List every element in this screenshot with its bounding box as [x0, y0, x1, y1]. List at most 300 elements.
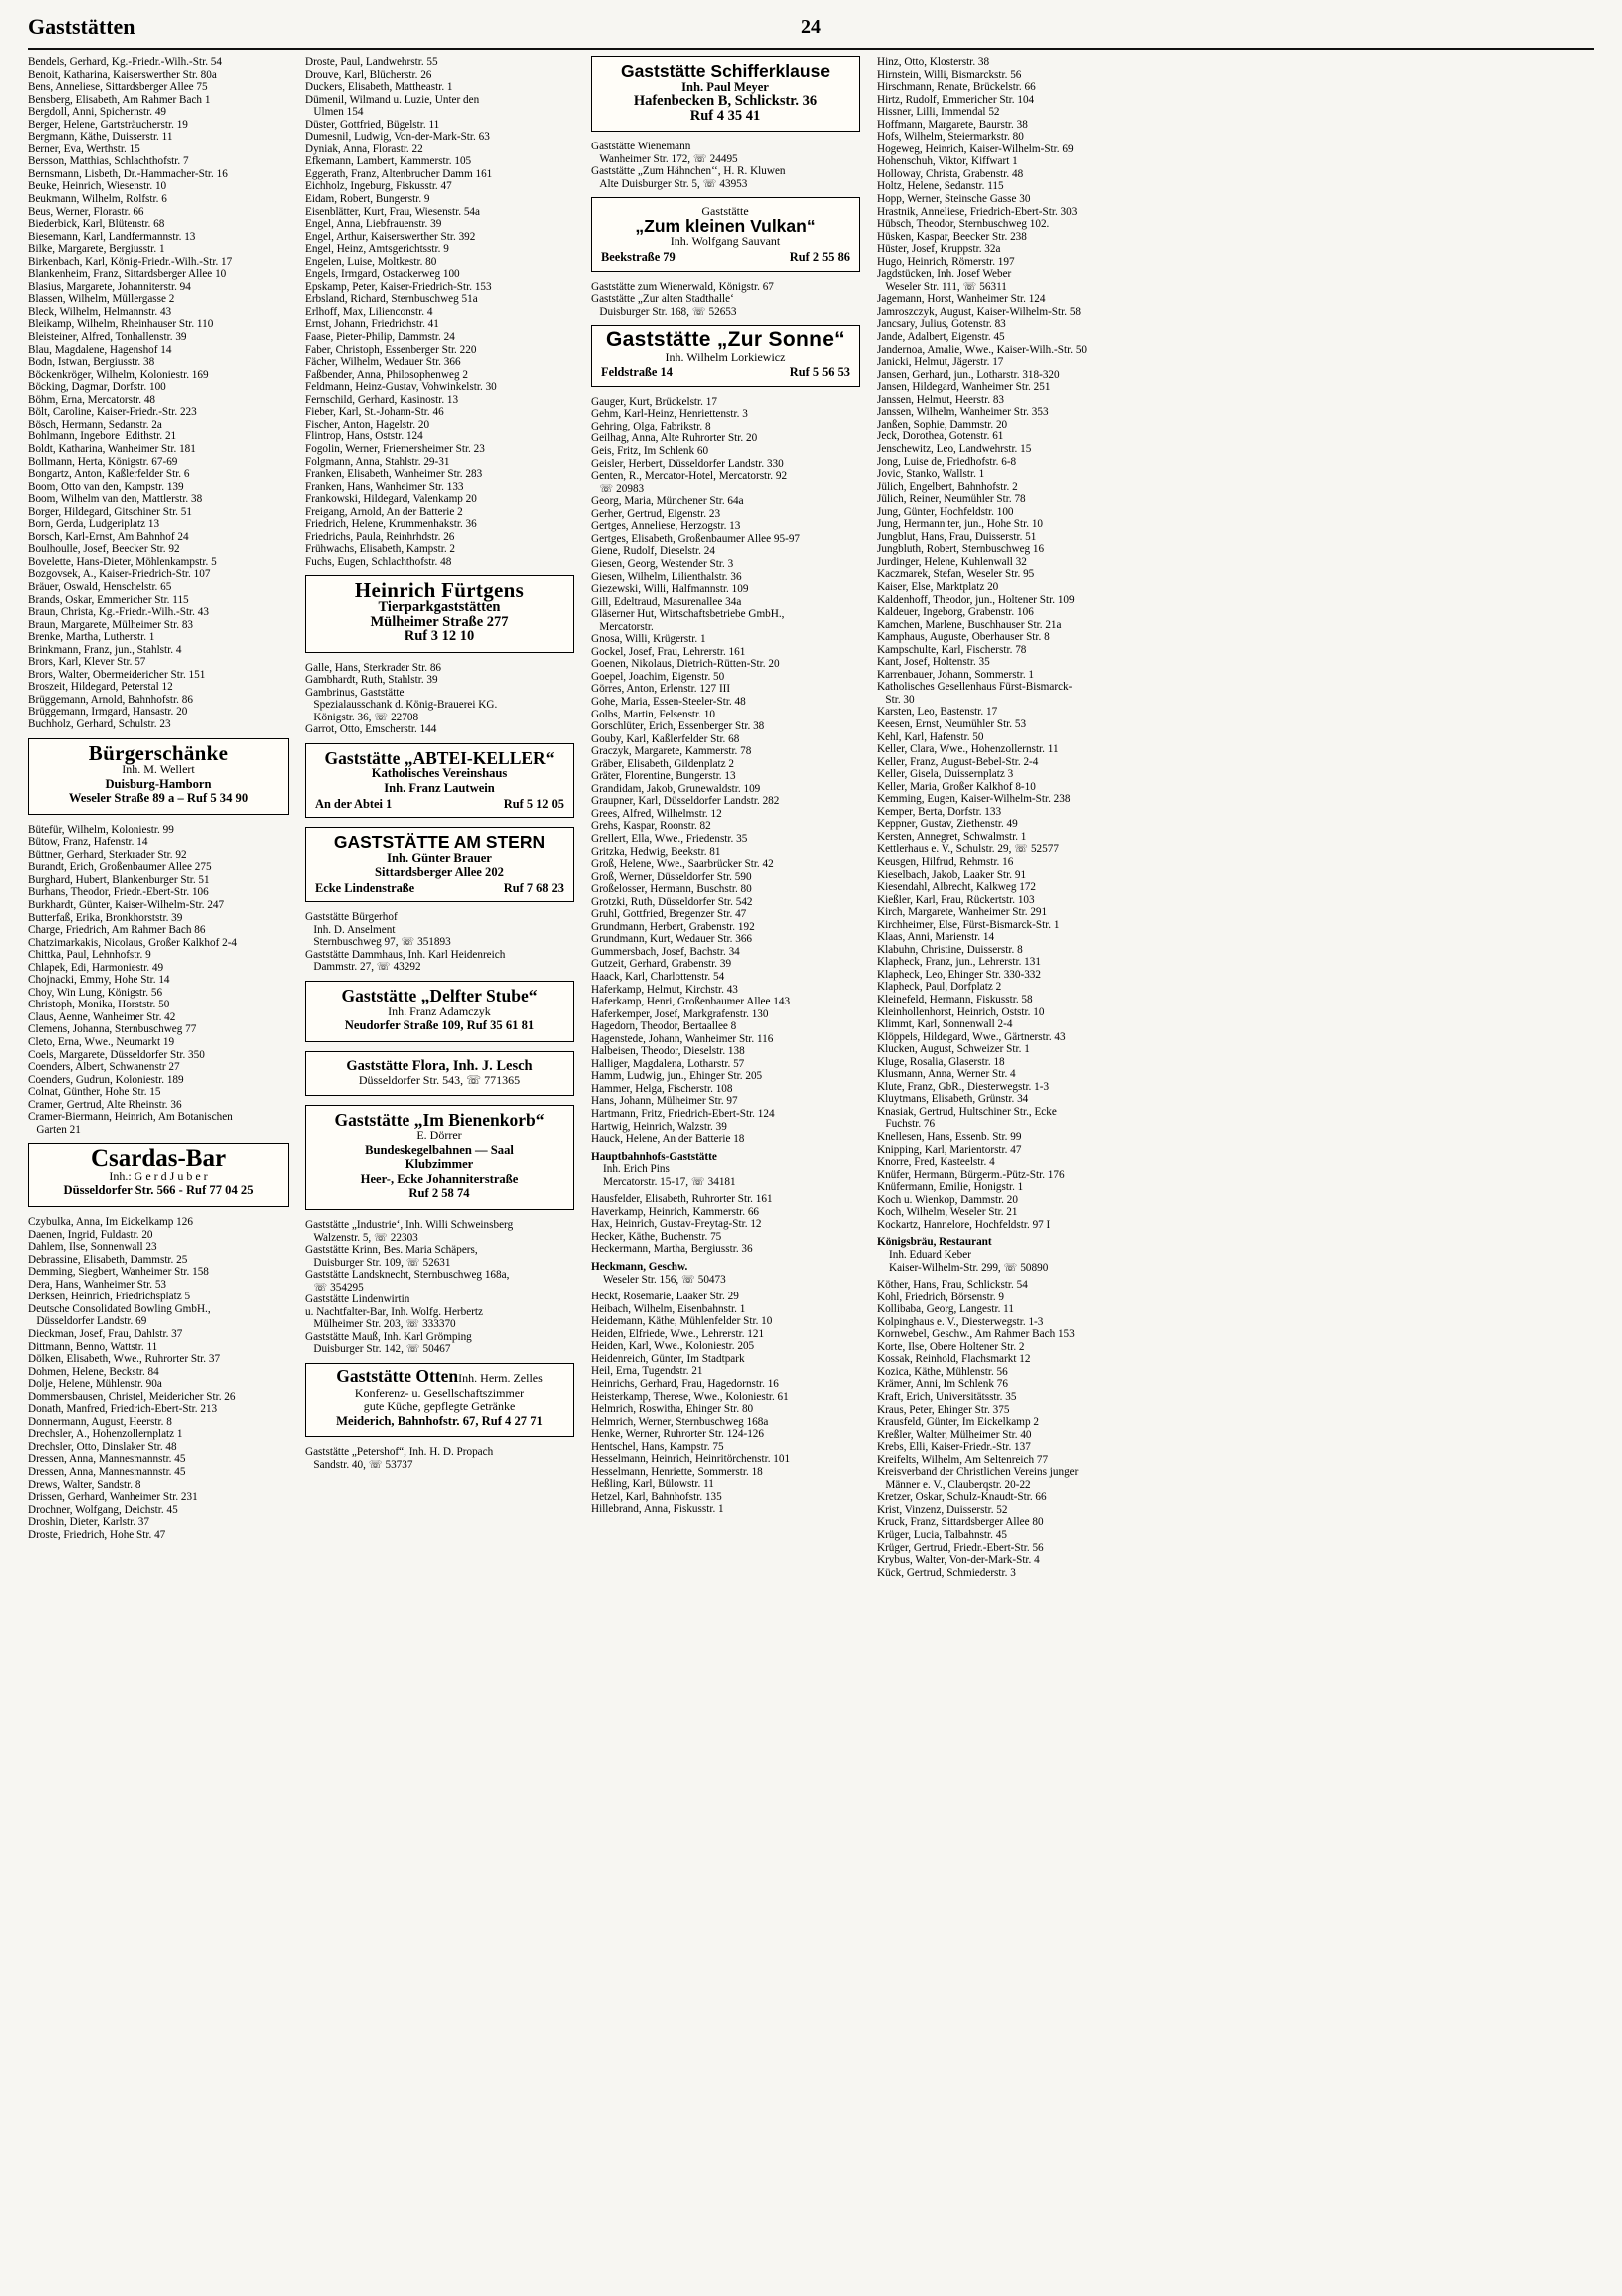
directory-entry: Kockartz, Hannelore, Hochfeldstr. 97 I: [877, 1218, 1051, 1231]
directory-entry: Fieber, Karl, St.-Johann-Str. 46: [305, 406, 444, 419]
directory-entry: Butterfaß, Erika, Bronkhorststr. 39: [28, 911, 183, 924]
directory-entry: Fernschild, Gerhard, Kasinostr. 13: [305, 393, 459, 406]
directory-entry: Str. 30: [877, 693, 915, 706]
directory-entry: Grotzki, Ruth, Düsseldorfer Str. 542: [591, 895, 753, 908]
directory-entry: Bozgovsek, A., Kaiser-Friedrich-Str. 107: [28, 568, 211, 581]
directory-entry: Gaststätte „Zum Hähnchen‘‘, H. R. Kluwen: [591, 165, 786, 178]
directory-entry: Braun, Margarete, Mülheimer Str. 83: [28, 618, 194, 631]
directory-entry: Königstr. 36, ☏ 22708: [305, 711, 419, 723]
entry-list-1: [877, 56, 1139, 1231]
directory-entry: Broszeit, Hildegard, Peterstal 12: [28, 681, 173, 694]
directory-entry: Hagenstede, Johann, Wanheimer Str. 116: [591, 1032, 774, 1045]
directory-entry: Bergmann, Käthe, Duisserstr. 11: [28, 131, 173, 144]
directory-entry: Hillebrand, Anna, Fiskusstr. 1: [591, 1503, 724, 1516]
directory-entry: Kluytmans, Elisabeth, Grünstr. 34: [877, 1093, 1029, 1106]
directory-entry: Dressen, Anna, Mannesmannstr. 45: [28, 1453, 186, 1466]
directory-entry: Grees, Alfred, Wilhelmstr. 12: [591, 807, 722, 820]
directory-entry: Knipping, Karl, Marientorstr. 47: [877, 1143, 1022, 1156]
directory-entry: Eidam, Robert, Bungerstr. 9: [305, 193, 430, 206]
ad-owner: Inh. Franz Lautwein: [384, 780, 495, 795]
directory-entry: Haferkamp, Henri, Großenbaumer Allee 143: [591, 996, 791, 1008]
directory-entry: Boldt, Katharina, Wanheimer Str. 181: [28, 442, 196, 455]
directory-entry: Dümenil, Wilmand u. Luzie, Unter den: [305, 93, 480, 106]
directory-entry: Hopp, Werner, Steinsche Gasse 30: [877, 193, 1031, 206]
directory-entry: Halbeisen, Theodor, Dieselstr. 138: [591, 1045, 745, 1058]
directory-entry: Jungblut, Hans, Frau, Duisserstr. 51: [877, 530, 1037, 543]
directory-entry: Giesen, Wilhelm, Lilienthalstr. 36: [591, 570, 742, 583]
directory-entry: Bernsmann, Lisbeth, Dr.-Hammacher-Str. 16: [28, 167, 228, 180]
directory-entry: Jagdstücken, Inh. Josef Weber: [877, 268, 1012, 281]
directory-entry: Geisler, Herbert, Düsseldorfer Landstr. 330: [591, 457, 784, 470]
directory-entry: Brors, Karl, Klever Str. 57: [28, 656, 146, 669]
ad-owner: Inh. Wilhelm Lorkiewicz: [665, 349, 786, 364]
directory-entry: Gaststätte „Industrie‘, Inh. Willi Schweinsberg: [305, 1219, 514, 1232]
directory-entry: Kehl, Karl, Hafenstr. 50: [877, 730, 984, 743]
directory-entry: Hetzel, Karl, Bahnhofstr. 135: [591, 1490, 722, 1503]
directory-entry: Graupner, Karl, Düsseldorfer Landstr. 282: [591, 795, 780, 808]
directory-entry: Hartmann, Fritz, Friedrich-Ebert-Str. 124: [591, 1108, 775, 1121]
ad-address: Düsseldorfer Str. 543, ☏ 771365: [358, 1073, 521, 1088]
directory-entry: Dieckman, Josef, Frau, Dahlstr. 37: [28, 1327, 183, 1340]
entry-list-5: [305, 1446, 574, 1471]
directory-entry: Flintrop, Hans, Oststr. 124: [305, 430, 423, 443]
directory-entry: Brors, Walter, Obermeidericher Str. 151: [28, 668, 206, 681]
ad-phone: Ruf 5 12 05: [503, 796, 564, 811]
ad-heinrich-fuertgens: [305, 575, 574, 652]
directory-entry: Heidemann, Käthe, Mühlenfelder Str. 10: [591, 1315, 773, 1328]
directory-entry: Bohlmann, Ingebore Edithstr. 21: [28, 430, 177, 443]
directory-entry: Bütefür, Wilhelm, Koloniestr. 99: [28, 823, 174, 836]
column-2: [305, 56, 574, 2278]
directory-entry: Heiden, Elfriede, Wwe., Lehrerstr. 121: [591, 1327, 765, 1340]
directory-entry: Gaststätte Mauß, Inh. Karl Grömping: [305, 1330, 472, 1343]
directory-entry: Fogolin, Werner, Friemersheimer Str. 23: [305, 442, 485, 455]
listing-address: Weseler Str. 156, ☏ 50473: [603, 1273, 726, 1286]
directory-entry: Heckermann, Martha, Bergiusstr. 36: [591, 1243, 753, 1256]
directory-entry: Korte, Ilse, Obere Holtener Str. 2: [877, 1340, 1025, 1353]
directory-entry: Dölken, Elisabeth, Wwe., Ruhrorter Str. 37: [28, 1353, 221, 1366]
directory-entry: Brands, Oskar, Emmericher Str. 115: [28, 593, 189, 606]
ad-line1: Katholisches Vereinshaus: [371, 766, 508, 781]
directory-entry: Mülheimer Str. 203, ☏ 333370: [305, 1318, 456, 1331]
directory-entry: Blau, Magdalene, Hagenshof 14: [28, 343, 172, 356]
directory-entry: Kaiser, Else, Marktplatz 20: [877, 580, 999, 593]
directory-entry: Coels, Margarete, Düsseldorfer Str. 350: [28, 1048, 205, 1061]
directory-entry: Burghard, Hubert, Blankenburger Str. 51: [28, 873, 210, 886]
directory-entry: Bovelette, Hans-Dieter, Möhlenkampstr. 5: [28, 555, 217, 568]
directory-entry: Helmrich, Werner, Sternbuschweg 168a: [591, 1415, 769, 1428]
ad-title: Gaststätte „Delfter Stube“: [341, 986, 538, 1005]
directory-entry: Buchholz, Gerhard, Schulstr. 23: [28, 718, 171, 730]
ad-delfter-stube: [305, 981, 574, 1042]
directory-entry: Klöppels, Hildegard, Wwe., Gärtnerstr. 43: [877, 1030, 1066, 1043]
directory-entry: Jansen, Hildegard, Wanheimer Str. 251: [877, 381, 1051, 394]
directory-entry: Engels, Irmgard, Ostackerweg 100: [305, 268, 460, 281]
directory-entry: Borsch, Karl-Ernst, Am Bahnhof 24: [28, 530, 189, 543]
page-header: [28, 14, 1594, 48]
ad-owner: E. Dörrer: [416, 1128, 462, 1143]
listing-heckmann: [591, 1261, 860, 1286]
directory-entry: Männer e. V., Clauberqstr. 20-22: [877, 1478, 1031, 1491]
directory-entry: Gouby, Karl, Kaßlerfelder Str. 68: [591, 732, 740, 745]
directory-entry: Berner, Eva, Werthstr. 15: [28, 143, 140, 155]
directory-entry: Boulhoulle, Josef, Beecker Str. 92: [28, 543, 180, 556]
directory-entry: Garten 21: [28, 1123, 81, 1136]
directory-entry: Droste, Friedrich, Hohe Str. 47: [28, 1528, 166, 1541]
ad-schifferklause: [591, 56, 860, 132]
directory-entry: Janßen, Sophie, Dammstr. 20: [877, 418, 1008, 430]
directory-entry: Köther, Hans, Frau, Schlickstr. 54: [877, 1279, 1028, 1292]
ad-pretitle: Gaststätte: [701, 204, 749, 219]
directory-entry: Blassen, Wilhelm, Müllergasse 2: [28, 293, 175, 306]
directory-entry: Gaststätte Bürgerhof: [305, 911, 398, 924]
directory-entry: Hagedorn, Theodor, Bertaallee 8: [591, 1020, 737, 1033]
ad-owner: Inh. Franz Adamczyk: [388, 1004, 491, 1018]
directory-entry: Janicki, Helmut, Jägerstr. 17: [877, 356, 1004, 369]
entry-list-2: [28, 824, 289, 1137]
directory-entry: Jande, Adalbert, Eigenstr. 45: [877, 331, 1005, 344]
directory-entry: Karsten, Leo, Bastenstr. 17: [877, 706, 998, 718]
directory-entry: Drouve, Karl, Blücherstr. 26: [305, 68, 432, 81]
directory-entry: Jansen, Gerhard, jun., Lotharstr. 318-320: [877, 368, 1060, 381]
directory-entry: Giezewski, Willi, Halfmannstr. 109: [591, 583, 749, 596]
directory-entry: Galle, Hans, Sterkrader Str. 86: [305, 661, 442, 674]
directory-entry: Grandidam, Jakob, Grunewaldstr. 109: [591, 782, 761, 795]
directory-entry: Coenders, Albert, Schwanenstr 27: [28, 1061, 180, 1074]
directory-entry: Hausfelder, Elisabeth, Ruhrorter Str. 161: [591, 1193, 773, 1206]
directory-entry: Kornwebel, Geschw., Am Rahmer Bach 153: [877, 1328, 1075, 1341]
ad-phone: Ruf 3 12 10: [404, 628, 475, 645]
directory-entry: Beukmann, Wilhelm, Rolfstr. 6: [28, 193, 167, 206]
directory-entry: Bens, Anneliese, Sittardsberger Allee 75: [28, 81, 208, 94]
directory-entry: Klapheck, Paul, Dorfplatz 2: [877, 981, 1002, 994]
directory-entry: Gläserner Hut, Wirtschaftsbetriebe GmbH.,: [591, 608, 785, 621]
directory-entry: Heiden, Karl, Wwe., Koloniestr. 205: [591, 1340, 755, 1353]
directory-entry: Jeck, Dorothea, Gotenstr. 61: [877, 430, 1004, 443]
directory-entry: Dahlem, Ilse, Sonnenwall 23: [28, 1241, 157, 1254]
directory-entry: Ernst, Johann, Friedrichstr. 41: [305, 318, 439, 331]
directory-entry: Gaststätte Krinn, Bes. Maria Schäpers,: [305, 1244, 478, 1257]
directory-entry: Jurdinger, Helene, Kuhlenwall 32: [877, 555, 1027, 568]
directory-entry: Gritzka, Hedwig, Beekstr. 81: [591, 845, 721, 858]
listing-address: Kaiser-Wilhelm-Str. 299, ☏ 50890: [889, 1261, 1049, 1274]
directory-entry: Janssen, Wilhelm, Wanheimer Str. 353: [877, 406, 1049, 419]
directory-entry: Franken, Elisabeth, Wanheimer Str. 283: [305, 468, 483, 481]
ad-title: Gaststätte „Im Bienenkorb“: [334, 1109, 545, 1130]
directory-entry: Jung, Hermann ter, jun., Hohe Str. 10: [877, 518, 1044, 531]
directory-entry: Grundmann, Herbert, Grabenstr. 192: [591, 920, 755, 933]
directory-entry: Fächer, Wilhelm, Wedauer Str. 366: [305, 356, 461, 369]
directory-entry: Hirtz, Rudolf, Emmericher Str. 104: [877, 93, 1035, 106]
directory-entry: Brenke, Martha, Lutherstr. 1: [28, 631, 155, 644]
directory-entry: Klimmt, Karl, Sonnenwall 2-4: [877, 1018, 1013, 1031]
directory-entry: Hesselmann, Heinrich, Heinritörchenstr. 101: [591, 1453, 791, 1466]
directory-entry: Knorre, Fred, Kasteelstr. 4: [877, 1156, 995, 1169]
directory-entry: Gehm, Karl-Heinz, Henriettenstr. 3: [591, 408, 748, 421]
ad-address: Beekstraße 79: [601, 250, 676, 265]
directory-entry: Gutzeit, Gerhard, Grabenstr. 39: [591, 958, 732, 971]
directory-entry: Krausfeld, Günter, Im Eickelkamp 2: [877, 1416, 1039, 1429]
ad-phone: Ruf 2 55 86: [789, 250, 850, 265]
directory-entry: Klabuhn, Christine, Duisserstr. 8: [877, 943, 1023, 956]
ad-owner: Inh. M. Wellert: [122, 762, 195, 777]
directory-entry: Bollmann, Herta, Königstr. 67-69: [28, 455, 178, 468]
directory-entry: ☏ 20983: [591, 482, 645, 495]
directory-entry: Böckenkröger, Wilhelm, Koloniestr. 169: [28, 368, 209, 381]
directory-entry: Heßling, Karl, Bülowstr. 11: [591, 1478, 714, 1491]
directory-entry: Knüfermann, Emilie, Honigstr. 1: [877, 1181, 1024, 1194]
directory-entry: Sternbuschweg 97, ☏ 351893: [305, 936, 451, 949]
ad-owner: Inh.: G e r d J u b e r: [109, 1168, 208, 1183]
directory-columns: [28, 56, 1594, 2278]
directory-entry: Beus, Werner, Florastr. 66: [28, 205, 144, 218]
directory-entry: Kleinhollenhorst, Heinrich, Oststr. 10: [877, 1005, 1045, 1018]
directory-entry: Frankowski, Hildegard, Valenkamp 20: [305, 493, 477, 506]
directory-entry: Kreifelts, Wilhelm, Am Seltenreich 77: [877, 1453, 1049, 1466]
directory-entry: Clemens, Johanna, Sternbuschweg 77: [28, 1023, 197, 1036]
directory-entry: Keller, Franz, August-Bebel-Str. 2-4: [877, 755, 1039, 768]
directory-entry: Haferkemper, Josef, Markgrafenstr. 130: [591, 1007, 769, 1020]
directory-entry: Eggerath, Franz, Altenbrucher Damm 161: [305, 167, 493, 180]
directory-entry: Gehring, Olga, Fabrikstr. 8: [591, 420, 711, 432]
directory-entry: Drechsler, A., Hohenzollernplatz 1: [28, 1428, 183, 1441]
directory-entry: Böcking, Dagmar, Dorfstr. 100: [28, 381, 166, 394]
directory-entry: Katholisches Gesellenhaus Fürst-Bismarck-: [877, 681, 1073, 694]
ad-csardas-bar: [28, 1143, 289, 1207]
directory-entry: Jungbluth, Robert, Sternbuschweg 16: [877, 543, 1045, 556]
directory-entry: Eisenblätter, Kurt, Frau, Wiesenstr. 54a: [305, 205, 480, 218]
directory-entry: Claus, Aenne, Wanheimer Str. 42: [28, 1010, 176, 1023]
ad-phone: Ruf 5 56 53: [789, 365, 850, 380]
directory-entry: Frühwachs, Elisabeth, Kampstr. 2: [305, 543, 456, 556]
entry-list-1: [591, 141, 860, 190]
directory-entry: Genten, R., Mercator-Hotel, Mercatorstr. 92: [591, 470, 788, 483]
directory-entry: Kießler, Karl, Frau, Rückertstr. 103: [877, 893, 1035, 906]
directory-entry: Cramer, Gertrud, Alte Rheinstr. 36: [28, 1098, 182, 1111]
listing-owner: Inh. Eduard Keber: [889, 1248, 971, 1261]
entry-list-3: [591, 396, 860, 1146]
ad-address: Düsseldorfer Str. 566 - Ruf 77 04 25: [63, 1183, 254, 1198]
directory-entry: Beuke, Heinrich, Wiesenstr. 10: [28, 180, 167, 193]
directory-entry: Kretzer, Oskar, Schulz-Knaudt-Str. 66: [877, 1491, 1047, 1504]
directory-entry: Friedrichs, Paula, Reinhrhdstr. 26: [305, 530, 455, 543]
directory-entry: Klaas, Anni, Marienstr. 14: [877, 931, 995, 944]
directory-entry: Faber, Christoph, Essenberger Str. 220: [305, 343, 477, 356]
directory-entry: Gambhardt, Ruth, Stahlstr. 39: [305, 674, 438, 687]
directory-entry: Kaldenhoff, Theodor, jun., Holtener Str. 109: [877, 593, 1075, 606]
ad-address: Sittardsberger Allee 202: [375, 865, 504, 880]
directory-entry: Kleinefeld, Hermann, Fiskusstr. 58: [877, 994, 1033, 1006]
ad-title-2: Inh. Herm. Zelles: [458, 1371, 543, 1386]
ad-address: Feldstraße 14: [601, 365, 673, 380]
directory-entry: Bergdoll, Anni, Spichernstr. 49: [28, 106, 167, 119]
ad-line2: Klubzimmer: [405, 1157, 474, 1172]
directory-entry: Birkenbach, Karl, König-Friedr.-Wilh.-Str. 17: [28, 255, 233, 268]
directory-entry: Burkhardt, Günter, Kaiser-Wilhelm-Str. 247: [28, 899, 225, 911]
directory-entry: Eichholz, Ingeburg, Fiskusstr. 47: [305, 180, 452, 193]
directory-entry: Jamroszczyk, August, Kaiser-Wilhelm-Str. 58: [877, 305, 1082, 318]
ad-place: Duisburg-Hamborn: [105, 776, 212, 791]
ad-owner: Inh. Wolfgang Sauvant: [670, 234, 781, 249]
directory-entry: Kersten, Annegret, Schwalmstr. 1: [877, 830, 1027, 843]
directory-entry: Hübsch, Theodor, Sternbuschweg 102.: [877, 218, 1050, 231]
directory-entry: Dolje, Helene, Mühlenstr. 90a: [28, 1378, 162, 1391]
directory-entry: Hesselmann, Henriette, Sommerstr. 18: [591, 1465, 763, 1478]
directory-entry: Klapheck, Franz, jun., Lehrerstr. 131: [877, 956, 1041, 969]
directory-entry: Gräber, Elisabeth, Gildenplatz 2: [591, 757, 735, 770]
ad-gaststaette-am-stern: [305, 827, 574, 902]
directory-entry: Dyniak, Anna, Florastr. 22: [305, 143, 423, 155]
directory-entry: Engel, Anna, Liebfrauenstr. 39: [305, 218, 442, 231]
directory-entry: Born, Gerda, Ludgeriplatz 13: [28, 518, 160, 531]
directory-entry: Görres, Anton, Erlenstr. 127 III: [591, 683, 731, 696]
directory-entry: Hauck, Helene, An der Batterie 18: [591, 1133, 745, 1146]
ad-title: „Zum kleinen Vulkan“: [635, 215, 816, 236]
directory-entry: Derksen, Heinrich, Friedrichsplatz 5: [28, 1291, 191, 1303]
ad-line3: Heer-, Ecke Johanniterstraße: [360, 1171, 519, 1186]
directory-entry: Gambrinus, Gaststätte: [305, 686, 405, 699]
directory-entry: Chatzimarkakis, Nicolaus, Großer Kalkhof 2-4: [28, 936, 238, 949]
directory-entry: Fischer, Anton, Hagelstr. 20: [305, 418, 430, 430]
directory-entry: ☏ 354295: [305, 1281, 364, 1293]
directory-entry: Jancsary, Julius, Gotenstr. 83: [877, 318, 1006, 331]
directory-entry: Heinrichs, Gerhard, Frau, Hagedornstr. 16: [591, 1377, 779, 1390]
directory-entry: Gerher, Gertrud, Eigenstr. 23: [591, 507, 721, 520]
ad-line1: Konferenz- u. Gesellschaftszimmer: [354, 1385, 525, 1400]
directory-entry: Donnermann, August, Heerstr. 8: [28, 1415, 172, 1428]
directory-entry: Gaststätte Wienemann: [591, 141, 691, 153]
directory-entry: Drissen, Gerhard, Wanheimer Str. 231: [28, 1491, 198, 1504]
directory-entry: Friedrich, Helene, Krummenhakstr. 36: [305, 518, 477, 531]
ad-title: Gaststätte „ABTEI-KELLER“: [324, 747, 555, 768]
directory-entry: Klapheck, Leo, Ehinger Str. 330-332: [877, 968, 1041, 981]
directory-entry: Gohe, Maria, Essen-Steeler-Str. 48: [591, 695, 746, 708]
directory-entry: Gaststätte Dammhaus, Inh. Karl Heidenreich: [305, 948, 506, 961]
directory-entry: Bersson, Matthias, Schlachthofstr. 7: [28, 155, 189, 168]
directory-entry: Henke, Werner, Ruhrorter Str. 124-126: [591, 1428, 764, 1441]
ad-im-bienenkorb: [305, 1105, 574, 1210]
directory-entry: Heibach, Wilhelm, Eisenbahnstr. 1: [591, 1302, 746, 1315]
ad-buergerschaenke: [28, 738, 289, 815]
directory-entry: Jong, Luise de, Friedhofstr. 6-8: [877, 455, 1017, 468]
directory-entry: Jülich, Reiner, Neumühler Str. 78: [877, 493, 1026, 506]
directory-entry: Goenen, Nikolaus, Dietrich-Rütten-Str. 20: [591, 658, 780, 671]
directory-entry: Bongartz, Anton, Kaßlerfelder Str. 6: [28, 468, 190, 481]
directory-entry: Hinz, Otto, Klosterstr. 38: [877, 56, 990, 68]
directory-entry: Dressen, Anna, Mannesmannstr. 45: [28, 1465, 186, 1478]
directory-entry: Keesen, Ernst, Neumühler Str. 53: [877, 718, 1027, 730]
directory-entry: Kampschulte, Karl, Fischerstr. 78: [877, 643, 1027, 656]
directory-entry: Duisburger Str. 142, ☏ 50467: [305, 1343, 451, 1356]
directory-entry: Bösch, Hermann, Sedanstr. 2a: [28, 418, 162, 430]
directory-entry: Jovic, Stanko, Wallstr. 1: [877, 468, 985, 481]
entry-list-1: [28, 56, 289, 731]
directory-entry: Burhans, Theodor, Friedr.-Ebert-Str. 106: [28, 886, 209, 899]
directory-entry: Bleikamp, Wilhelm, Rheinhauser Str. 110: [28, 318, 214, 331]
directory-entry: Gummersbach, Josef, Bachstr. 34: [591, 945, 740, 958]
directory-entry: Braun, Christa, Kg.-Friedr.-Wilh.-Str. 43: [28, 606, 209, 619]
directory-entry: Jandernoa, Amalie, Wwe., Kaiser-Wilh.-Str. 50: [877, 343, 1088, 356]
directory-entry: Gaststätte „Zur alten Stadthalle‘: [591, 293, 734, 306]
directory-entry: Bleisteiner, Alfred, Tonhallenstr. 39: [28, 331, 187, 344]
directory-entry: Sandstr. 40, ☏ 53737: [305, 1458, 413, 1471]
directory-entry: Giesen, Georg, Westender Str. 3: [591, 557, 734, 570]
ad-title: Gaststätte Flora, Inh. J. Lesch: [346, 1057, 533, 1074]
directory-entry: Freigang, Arnold, An der Batterie 2: [305, 505, 463, 518]
column-3: [591, 56, 860, 2278]
directory-entry: Keller, Gisela, Duissernplatz 3: [877, 768, 1014, 781]
directory-entry: Dittmann, Benno, Wattstr. 11: [28, 1340, 158, 1353]
header-divider: [28, 48, 1594, 50]
listing-title: Heckmann, Geschw.: [591, 1261, 688, 1274]
directory-entry: Koch u. Wienkop, Dammstr. 20: [877, 1193, 1018, 1206]
directory-entry: Krist, Vinzenz, Duisserstr. 52: [877, 1503, 1008, 1516]
directory-entry: Hrastnik, Anneliese, Friedrich-Ebert-Str. 303: [877, 205, 1078, 218]
directory-entry: Feldmann, Heinz-Gustav, Vohwinkelstr. 30: [305, 381, 497, 394]
directory-entry: Krämer, Anni, Im Schlenk 76: [877, 1378, 1008, 1391]
directory-entry: Daenen, Ingrid, Fuldastr. 20: [28, 1228, 153, 1241]
directory-entry: Keusgen, Hilfrud, Rehmstr. 16: [877, 856, 1014, 868]
directory-entry: Büttner, Gerhard, Sterkrader Str. 92: [28, 848, 187, 861]
directory-entry: Heckt, Rosemarie, Laaker Str. 29: [591, 1291, 739, 1303]
directory-entry: Gill, Edeltraud, Masurenallee 34a: [591, 595, 742, 608]
directory-entry: Fuchstr. 76: [877, 1118, 936, 1131]
directory-entry: Droshin, Dieter, Karlstr. 37: [28, 1516, 149, 1529]
directory-entry: Krüger, Lucia, Talbahnstr. 45: [877, 1528, 1007, 1541]
directory-entry: Cramer-Biermann, Heinrich, Am Botanischen: [28, 1111, 233, 1124]
directory-entry: Gauger, Kurt, Brückelstr. 17: [591, 395, 717, 408]
directory-entry: Duisburger Str. 109, ☏ 52631: [305, 1256, 451, 1269]
directory-entry: Hax, Heinrich, Gustav-Freytag-Str. 12: [591, 1218, 762, 1231]
directory-entry: Golbs, Martin, Felsenstr. 10: [591, 708, 715, 720]
directory-entry: Hüsken, Kaspar, Beecker Str. 238: [877, 230, 1027, 243]
ad-line1: Bundeskegelbahnen — Saal: [365, 1142, 514, 1157]
directory-entry: Kraus, Peter, Ehinger Str. 375: [877, 1403, 1010, 1416]
directory-entry: Groß, Werner, Düsseldorfer Str. 590: [591, 870, 752, 883]
directory-entry: Holtz, Helene, Sedanstr. 115: [877, 180, 1004, 193]
directory-entry: Krebs, Elli, Kaiser-Friedr.-Str. 137: [877, 1441, 1031, 1454]
directory-entry: Hartwig, Heinrich, Walzstr. 39: [591, 1120, 727, 1133]
ad-zum-kleinen-vulkan: [591, 197, 860, 271]
directory-entry: Weseler Str. 111, ☏ 56311: [877, 280, 1007, 293]
directory-entry: Hirschmann, Renate, Brückelstr. 66: [877, 81, 1036, 94]
ad-title: Gaststätte „Zur Sonne“: [606, 328, 845, 352]
directory-entry: Deutsche Consolidated Bowling GmbH.,: [28, 1302, 211, 1315]
directory-entry: Georg, Maria, Münchener Str. 64a: [591, 495, 744, 508]
directory-entry: Kossak, Reinhold, Flachsmarkt 12: [877, 1353, 1031, 1366]
directory-entry: Wanheimer Str. 172, ☏ 24495: [591, 152, 738, 165]
directory-entry: Kirch, Margarete, Wanheimer Str. 291: [877, 906, 1048, 919]
directory-entry: Janssen, Helmut, Heerstr. 83: [877, 393, 1005, 406]
directory-entry: Hammer, Helga, Fischerstr. 108: [591, 1082, 733, 1095]
directory-entry: Gruhl, Gottfried, Bregenzer Str. 47: [591, 908, 747, 921]
directory-entry: Hamm, Ludwig, jun., Ehinger Str. 205: [591, 1070, 763, 1083]
directory-entry: Düsseldorfer Landstr. 69: [28, 1315, 147, 1328]
directory-entry: Großelosser, Hermann, Buschstr. 80: [591, 883, 752, 896]
entry-list-1: [305, 56, 574, 568]
ad-owner: Inh. Günter Brauer: [387, 850, 492, 865]
directory-entry: Gaststätte Lindenwirtin: [305, 1293, 410, 1306]
directory-entry: Kollibaba, Georg, Langestr. 11: [877, 1303, 1014, 1316]
ad-address-2: Ecke Lindenstraße: [315, 880, 415, 895]
directory-entry: Gnosa, Willi, Krügerstr. 1: [591, 633, 706, 646]
directory-entry: Böhm, Erna, Mercatorstr. 48: [28, 393, 156, 406]
ad-phone: Ruf 7 68 23: [503, 880, 564, 895]
column-1: [28, 56, 289, 2278]
directory-entry: Goepel, Joachim, Eigenstr. 50: [591, 670, 725, 683]
directory-entry: Drews, Walter, Sandstr. 8: [28, 1478, 141, 1491]
directory-entry: Knellesen, Hans, Essenb. Str. 99: [877, 1131, 1022, 1144]
